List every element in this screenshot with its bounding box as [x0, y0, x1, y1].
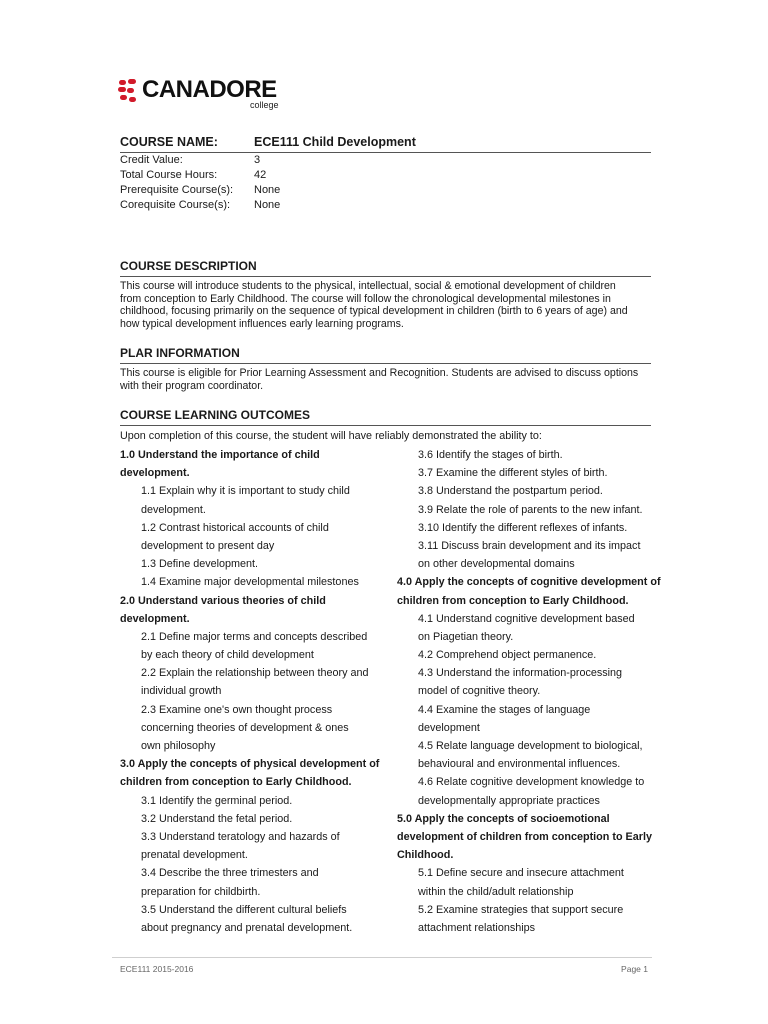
- outcome-item-line: 2.1 Define major terms and concepts described: [141, 630, 368, 643]
- outcome-heading-line: development.: [120, 612, 190, 625]
- outcome-item-line: 4.2 Comprehend object permanence.: [418, 649, 597, 662]
- footer-course-year: ECE111 2015-2016: [120, 964, 194, 974]
- outcome-heading-line: 3.0 Apply the concepts of physical development of: [120, 758, 380, 771]
- paragraph-line: how typical development influences early learning programs.: [120, 318, 404, 331]
- course-description-heading: [120, 259, 651, 277]
- paragraph-line: This course will introduce students to the physical, intellectual, social & emotional development of children: [120, 280, 616, 292]
- section-heading-text: PLAR INFORMATION: [120, 346, 240, 360]
- outcome-item-line: 4.6 Relate cognitive development knowledge to: [418, 776, 645, 789]
- outcome-item-line: 3.9 Relate the role of parents to the new infant.: [418, 503, 643, 516]
- outcome-item-line: 4.1 Understand cognitive development based: [418, 612, 635, 625]
- outcome-item-line: 2.3 Examine one's own thought process: [141, 703, 333, 716]
- outcome-item-line: developmentally appropriate practices: [418, 794, 600, 807]
- outcome-item-line: development.: [141, 503, 206, 516]
- course-name-row: [120, 134, 651, 153]
- credit-value-row: [120, 154, 651, 169]
- detail-key: Credit Value:: [120, 154, 183, 166]
- outcome-item-line: 3.1 Identify the germinal period.: [141, 794, 293, 807]
- outcome-item-line: 5.1 Define secure and insecure attachment: [418, 867, 624, 880]
- outcome-item-line: 4.3 Understand the information-processing: [418, 667, 623, 680]
- outcome-item-line: 3.8 Understand the postpartum period.: [418, 485, 603, 498]
- plar-information-heading: [120, 346, 651, 364]
- outcome-heading-line: children from conception to Early Childhood.: [120, 776, 352, 789]
- prerequisite-row: [120, 184, 651, 199]
- detail-value: 3: [254, 154, 261, 166]
- paragraph-line: from conception to Early Childhood. The course will follow the chronological developmental milestones in: [120, 292, 611, 305]
- section-heading-text: COURSE LEARNING OUTCOMES: [120, 408, 311, 422]
- outcome-item-line: on Piagetian theory.: [418, 630, 514, 643]
- outcome-item-line: 3.10 Identify the different reflexes of infants.: [418, 521, 628, 534]
- outcome-item-line: by each theory of child development: [141, 649, 314, 662]
- outcome-heading-line: 1.0 Understand the importance of child: [120, 449, 320, 461]
- outcome-item-line: behavioural and environmental influences.: [418, 758, 621, 771]
- detail-value: None: [254, 184, 281, 196]
- outcome-item-line: 1.2 Contrast historical accounts of child: [141, 521, 329, 534]
- outcomes-right-column: [397, 446, 667, 937]
- total-hours-row: [120, 169, 651, 184]
- learning-outcomes-intro: Upon completion of this course, the student will have reliably demonstrated the ability to:: [120, 430, 542, 442]
- outcome-item-line: 4.4 Examine the stages of language: [418, 703, 591, 716]
- section-heading-text: COURSE DESCRIPTION: [120, 259, 257, 273]
- canadore-logo: [118, 74, 318, 114]
- outcome-heading-line: children from conception to Early Childhood.: [397, 594, 629, 607]
- detail-key: Prerequisite Course(s):: [120, 184, 234, 196]
- canadore-logo-mark-icon: [118, 78, 138, 104]
- outcome-item-line: model of cognitive theory.: [418, 685, 541, 698]
- outcome-item-line: preparation for childbirth.: [141, 885, 261, 898]
- outcome-item-line: 4.5 Relate language development to biological,: [418, 740, 643, 752]
- outcome-item-line: development: [418, 721, 480, 734]
- outcome-item-line: 3.5 Understand the different cultural beliefs: [141, 903, 347, 916]
- paragraph-line: with their program coordinator.: [120, 379, 264, 392]
- outcome-item-line: within the child/adult relationship: [418, 885, 574, 898]
- outcome-item-line: attachment relationships: [418, 921, 536, 934]
- outcome-item-line: 3.11 Discuss brain development and its impact: [418, 539, 641, 552]
- learning-outcomes-heading: [120, 408, 651, 426]
- detail-value: None: [254, 199, 281, 211]
- outcome-item-line: on other developmental domains: [418, 558, 575, 571]
- outcome-item-line: about pregnancy and prenatal development.: [141, 921, 353, 934]
- outcome-item-line: 3.3 Understand teratology and hazards of: [141, 830, 340, 843]
- outcome-heading-line: 4.0 Apply the concepts of cognitive development of: [397, 576, 661, 589]
- outcome-heading-line: development of children from conception to Early: [397, 830, 652, 843]
- outcome-item-line: development to present day: [141, 539, 275, 552]
- detail-key: Corequisite Course(s):: [120, 199, 231, 211]
- outcome-item-line: own philosophy: [141, 740, 216, 752]
- detail-key: Total Course Hours:: [120, 169, 218, 181]
- outcome-heading-line: Childhood.: [397, 849, 454, 862]
- outcome-item-line: 1.1 Explain why it is important to study child: [141, 485, 350, 498]
- outcome-heading-line: 5.0 Apply the concepts of socioemotional: [397, 812, 610, 825]
- course-name-value: ECE111 Child Development: [254, 135, 416, 149]
- outcome-item-line: 3.2 Understand the fetal period.: [141, 812, 293, 825]
- footer-divider: [112, 957, 652, 958]
- corequisite-row: [120, 199, 651, 214]
- outcome-item-line: 3.6 Identify the stages of birth.: [418, 449, 563, 461]
- logo-subtitle: college: [250, 100, 279, 110]
- outcome-item-line: 5.2 Examine strategies that support secure: [418, 903, 624, 916]
- outcome-item-line: 3.4 Describe the three trimesters and: [141, 867, 319, 880]
- outcome-item-line: prenatal development.: [141, 849, 248, 862]
- outcome-item-line: 1.4 Examine major developmental milestones: [141, 576, 359, 589]
- outcome-item-line: concerning theories of development & ones: [141, 721, 349, 734]
- logo-wordmark: CANADORE: [142, 76, 277, 103]
- outcome-heading-line: development.: [120, 467, 190, 480]
- paragraph-line: This course is eligible for Prior Learning Assessment and Recognition. Students are advised to discuss options: [120, 367, 639, 379]
- course-name-label: COURSE NAME:: [120, 135, 218, 149]
- outcome-item-line: individual growth: [141, 685, 222, 698]
- outcome-item-line: 1.3 Define development.: [141, 558, 259, 571]
- outcomes-left-column: [120, 446, 390, 937]
- outcome-item-line: 2.2 Explain the relationship between theory and: [141, 667, 369, 680]
- plar-information-text: [120, 367, 651, 392]
- outcome-heading-line: 2.0 Understand various theories of child: [120, 594, 326, 607]
- footer-page-number: Page 1: [621, 964, 648, 974]
- paragraph-line: childhood, focusing primarily on the sequence of typical development in children (birth to 6 years of age) and: [120, 305, 628, 318]
- course-description-text: [120, 280, 651, 331]
- outcome-item-line: 3.7 Examine the different styles of birth.: [418, 467, 608, 480]
- detail-value: 42: [254, 169, 267, 181]
